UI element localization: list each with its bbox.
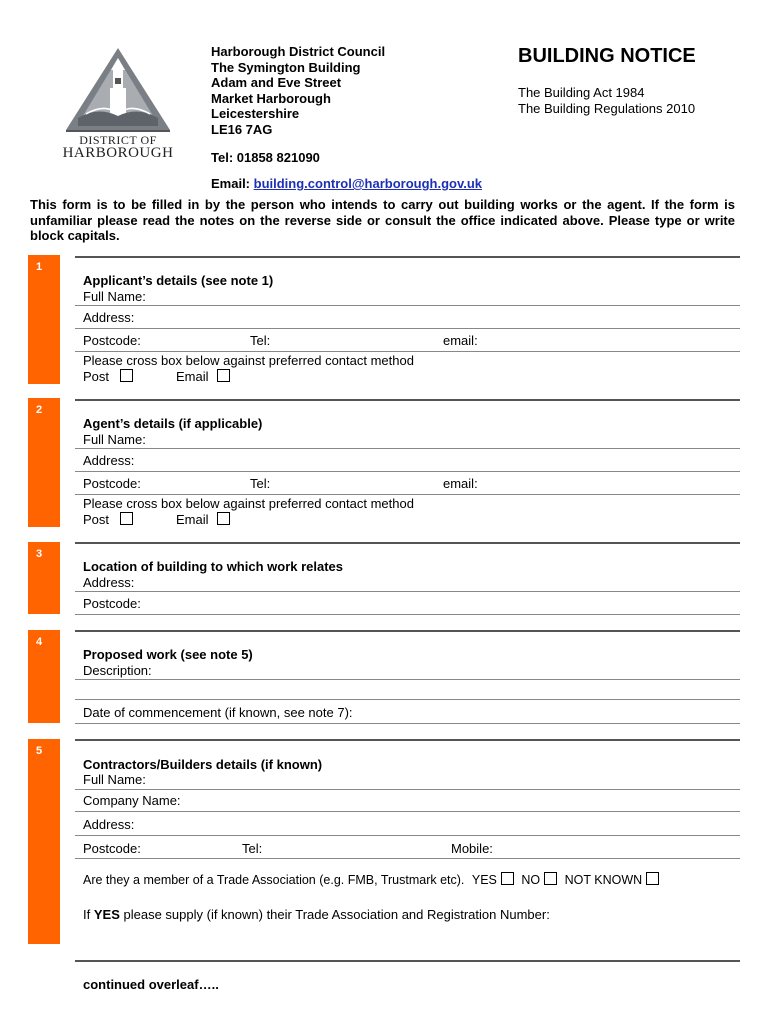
postcode-label[interactable]: Postcode:	[83, 333, 141, 348]
section-number: 4	[36, 636, 43, 648]
section-number: 2	[36, 404, 43, 416]
divider	[75, 858, 740, 859]
company-name-label[interactable]: Company Name:	[83, 793, 181, 808]
continued-overleaf: continued overleaf…..	[83, 977, 219, 992]
address-label[interactable]: Address:	[83, 310, 135, 325]
divider	[75, 471, 740, 472]
postcode-label[interactable]: Postcode:	[83, 476, 141, 491]
council-email-row	[211, 176, 482, 191]
tel-label[interactable]: Tel:	[250, 333, 271, 348]
full-name-label[interactable]: Full Name:	[83, 289, 146, 304]
address-label[interactable]: Address:	[83, 575, 135, 590]
post-option[interactable]	[83, 369, 133, 384]
post-checkbox[interactable]	[120, 512, 133, 525]
divider	[75, 328, 740, 329]
tel-label[interactable]: Tel:	[250, 476, 271, 491]
not-known-checkbox[interactable]	[646, 872, 659, 885]
email-label[interactable]: email:	[443, 476, 478, 491]
email-option-label: Email	[176, 512, 209, 527]
postcode-label[interactable]: Postcode:	[83, 841, 141, 856]
email-link[interactable]: building.control@harborough.gov.uk	[253, 176, 482, 191]
no-checkbox[interactable]	[544, 872, 557, 885]
form-title: BUILDING NOTICE	[518, 45, 696, 67]
section-5-bar	[28, 739, 60, 944]
address-line: Harborough District Council	[211, 44, 386, 59]
section-heading: Location of building to which work relates	[83, 559, 344, 574]
post-label: Post	[83, 512, 110, 527]
divider	[75, 256, 740, 258]
divider	[75, 811, 740, 812]
act-line: The Building Act 1984	[518, 85, 645, 100]
act-line: The Building Regulations 2010	[518, 100, 696, 116]
postcode-label[interactable]: Postcode:	[83, 596, 141, 611]
section-number: 3	[36, 548, 43, 560]
divider	[75, 542, 740, 544]
divider	[75, 591, 740, 592]
divider	[75, 739, 740, 741]
divider	[75, 399, 740, 401]
logo-line-2: HARBOROUGH	[62, 145, 174, 161]
email-option-label: Email	[176, 369, 209, 384]
description-label[interactable]: Description:	[83, 663, 152, 678]
address-line: LE16 7AG	[211, 121, 273, 137]
post-checkbox[interactable]	[120, 369, 133, 382]
section-2-bar	[28, 398, 60, 527]
email-option[interactable]	[176, 369, 230, 384]
address-line: Leicestershire	[211, 106, 300, 121]
commencement-date-label[interactable]: Date of commencement (if known, see note 7):	[83, 705, 353, 720]
trade-association-question	[83, 872, 659, 887]
section-heading: Contractors/Builders details (if known)	[83, 757, 323, 772]
supply-rest: please supply (if known) their Trade Association and Registration Number:	[123, 907, 550, 922]
divider	[75, 305, 740, 306]
email-checkbox[interactable]	[217, 512, 230, 525]
divider	[75, 789, 740, 790]
council-address	[211, 44, 385, 137]
address-line: Market Harborough	[211, 90, 331, 106]
divider	[75, 679, 740, 680]
intro-text: This form is to be filled in by the person who intends to carry out building works or the agent. If the form is unfamiliar please read the notes on the reverse side or consult the office indicated above. Please type or write block capitals.	[30, 197, 735, 243]
email-label: Email:	[211, 176, 251, 191]
divider	[75, 448, 740, 449]
divider	[75, 614, 740, 615]
divider	[75, 351, 740, 352]
section-heading: Agent’s details (if applicable)	[83, 416, 263, 431]
divider	[75, 630, 740, 632]
trade-question-text: Are they a member of a Trade Association (e.g. FMB, Trustmark etc).	[83, 873, 465, 887]
tel-label[interactable]: Tel:	[242, 841, 263, 856]
supply-prefix: If	[83, 907, 91, 922]
email-label[interactable]: email:	[443, 333, 478, 348]
email-option[interactable]	[176, 512, 230, 527]
full-name-label[interactable]: Full Name:	[83, 772, 146, 787]
acts	[518, 85, 695, 116]
address-label[interactable]: Address:	[83, 817, 135, 832]
section-number: 1	[36, 261, 43, 273]
section-3-bar	[28, 542, 60, 614]
post-label: Post	[83, 369, 110, 384]
contact-pref-text: Please cross box below against preferred contact method	[83, 496, 414, 511]
not-known-label: NOT KNOWN	[564, 873, 643, 887]
registration-number-prompt[interactable]	[83, 907, 550, 922]
section-4-bar	[28, 630, 60, 723]
divider	[75, 960, 740, 962]
mobile-label[interactable]: Mobile:	[451, 841, 493, 856]
address-line: Adam and Eve Street	[211, 75, 342, 90]
section-number: 5	[36, 745, 43, 757]
divider	[75, 699, 740, 700]
yes-label: YES	[471, 873, 497, 887]
section-1-bar	[28, 255, 60, 384]
yes-checkbox[interactable]	[501, 872, 514, 885]
council-tel: Tel: 01858 821090	[211, 150, 320, 165]
address-line: The Symington Building	[211, 59, 361, 75]
divider	[75, 494, 740, 495]
supply-yes: YES	[93, 907, 120, 922]
email-checkbox[interactable]	[217, 369, 230, 382]
contact-pref-text: Please cross box below against preferred contact method	[83, 353, 414, 368]
section-heading: Proposed work (see note 5)	[83, 647, 253, 662]
no-label: NO	[521, 873, 541, 887]
post-option[interactable]	[83, 512, 133, 527]
logo-line-1: DISTRICT OF	[79, 133, 157, 147]
divider	[75, 835, 740, 836]
address-label[interactable]: Address:	[83, 453, 135, 468]
divider	[75, 723, 740, 724]
full-name-label[interactable]: Full Name:	[83, 432, 146, 447]
section-heading: Applicant’s details (see note 1)	[83, 273, 274, 288]
